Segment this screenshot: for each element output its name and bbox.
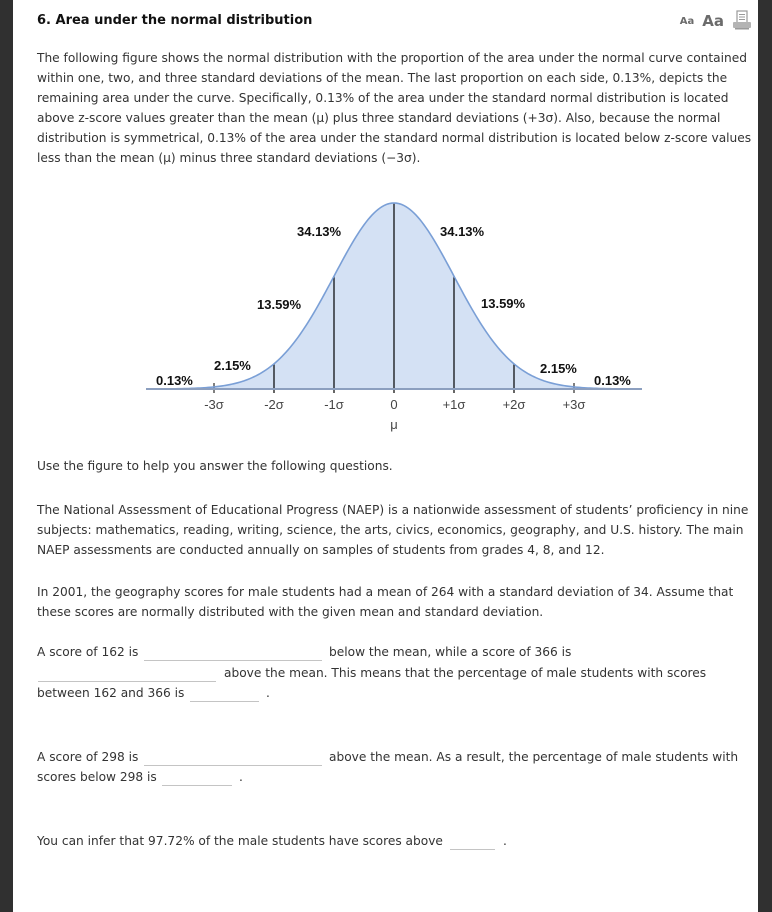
question-title: 6. Area under the normal distribution (37, 13, 313, 28)
q2-end-period: . (239, 770, 243, 784)
x-tick-label: 0 (390, 397, 398, 412)
window-edge-left (0, 0, 13, 912)
naep-paragraph: The National Assessment of Educational Progress (NAEP) is a nationwide assessment of students’ proficiency in nine subjects: mathematics, reading, writing, science, the arts, civics, economics, geography, and U.S. history. The main NAEP assessments are conducted annually on samples of students from grades 4, 8, and 12. (37, 503, 749, 557)
q1-blank-1-dropdown[interactable] (144, 659, 322, 661)
instructions-text: Use the figure to help you answer the following questions. (37, 459, 393, 473)
x-tick-label: +3σ (562, 397, 586, 412)
q1-blank-2-dropdown[interactable] (38, 680, 216, 682)
q1-text-part2: below the mean, while a score of 366 is (329, 645, 572, 659)
normal-curve-chart (140, 190, 650, 440)
x-tick-label: -1σ (324, 397, 344, 412)
q2-blank-5-dropdown[interactable] (162, 784, 232, 786)
q2-text-part1: A score of 298 is (37, 750, 139, 764)
region-percent-label: 0.13% (594, 373, 631, 388)
region-percent-label: 13.59% (481, 296, 526, 311)
region-percent-label: 2.15% (540, 361, 577, 376)
q3-blank-6-dropdown[interactable] (450, 848, 495, 850)
q1-blank-3-dropdown[interactable] (190, 700, 259, 702)
q1-text-part3: above the mean. This means that the percentage of male students with scores (224, 666, 707, 680)
q1-text-part1: A score of 162 is (37, 645, 139, 659)
decrease-font-button[interactable]: Aa (679, 16, 695, 27)
mean-mu-label: μ (390, 417, 398, 432)
normal-distribution-figure (140, 190, 650, 444)
x-tick-label: -2σ (264, 397, 284, 412)
window-edge-right (758, 0, 772, 912)
print-icon (732, 10, 752, 30)
region-percent-label: 13.59% (257, 297, 302, 312)
x-tick-label: +2σ (502, 397, 526, 412)
region-percent-label: 2.15% (214, 358, 251, 373)
scenario-paragraph: In 2001, the geography scores for male students had a mean of 264 with a standard deviation of 34. Assume that these scores are normally distributed with the given mean and standard deviation. (37, 585, 734, 619)
q2-blank-4-dropdown[interactable] (144, 764, 322, 766)
q3-end-period: . (503, 834, 507, 848)
q1-text-part4: between 162 and 366 is (37, 686, 185, 700)
q2-text-part2: above the mean. As a result, the percentage of male students with (329, 750, 739, 764)
intro-paragraph: The following figure shows the normal distribution with the proportion of the area under the normal curve contained within one, two, and three standard deviations of the mean. The last proportion on each side, 0.13%, depicts the remaining area under the curve. Specifically, 0.13% of the area under the standard normal distribution is located above z-score values greater than the mean (μ) plus three standard deviations (+3σ). Also, because the normal distribution is symmetrical, 0.13% of the area under the standard normal distribution is located below z-score values less than the mean (μ) minus three standard deviations (−3σ). (37, 51, 752, 165)
q2-text-part3: scores below 298 is (37, 770, 157, 784)
toolbar (680, 10, 752, 30)
region-percent-label: 34.13% (440, 224, 485, 239)
x-tick-label: +1σ (442, 397, 466, 412)
increase-font-button[interactable]: Aa (702, 12, 724, 30)
q1-end-period: . (266, 686, 270, 700)
q3-text-part1: You can infer that 97.72% of the male students have scores above (37, 834, 443, 848)
x-tick-label: -3σ (204, 397, 224, 412)
region-percent-label: 34.13% (297, 224, 342, 239)
region-percent-label: 0.13% (156, 373, 193, 388)
print-button[interactable] (732, 10, 752, 30)
